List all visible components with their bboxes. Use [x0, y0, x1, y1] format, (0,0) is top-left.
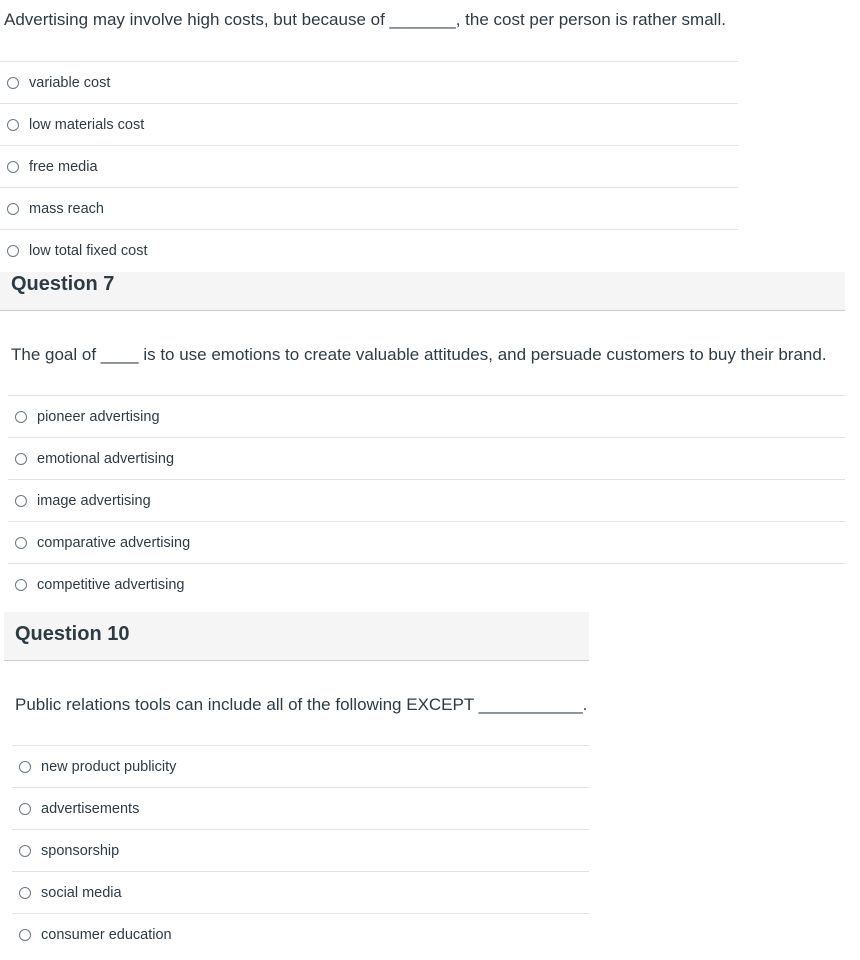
- radio-button[interactable]: [15, 537, 27, 549]
- radio-button[interactable]: [15, 579, 27, 591]
- question-prompt: Advertising may involve high costs, but because of _______, the cost per person is rather small.: [4, 10, 726, 29]
- radio-button[interactable]: [7, 77, 19, 89]
- radio-button[interactable]: [19, 845, 31, 857]
- radio-button[interactable]: [15, 495, 27, 507]
- question-prompt: The goal of ____ is to use emotions to create valuable attitudes, and persuade customers to buy their brand.: [11, 345, 827, 364]
- answer-option[interactable]: [12, 787, 589, 829]
- answer-label: pioneer advertising: [37, 408, 160, 425]
- question-header: [0, 272, 845, 311]
- answer-label: image advertising: [37, 492, 151, 509]
- answer-label: sponsorship: [41, 842, 120, 859]
- answer-option[interactable]: [0, 229, 738, 271]
- radio-button[interactable]: [7, 203, 19, 215]
- question-prompt: Public relations tools can include all of the following EXCEPT ___________.: [15, 695, 588, 714]
- answer-option[interactable]: [8, 437, 845, 479]
- answer-label: low materials cost: [29, 116, 145, 133]
- answer-option[interactable]: [0, 145, 738, 187]
- answer-option[interactable]: [0, 103, 738, 145]
- question-title: Question 7: [11, 273, 115, 295]
- answer-option[interactable]: [8, 563, 845, 605]
- answer-label: new product publicity: [41, 758, 177, 775]
- answer-option[interactable]: [0, 187, 738, 229]
- answer-label: variable cost: [29, 74, 111, 91]
- answer-options: [8, 395, 845, 605]
- answer-options: [0, 61, 738, 271]
- answer-option[interactable]: [12, 913, 589, 955]
- answer-label: competitive advertising: [37, 576, 185, 593]
- answer-option[interactable]: [8, 395, 845, 437]
- radio-button[interactable]: [19, 887, 31, 899]
- answer-label: consumer education: [41, 926, 172, 943]
- answer-option[interactable]: [0, 61, 738, 103]
- answer-label: comparative advertising: [37, 534, 191, 551]
- answer-option[interactable]: [8, 479, 845, 521]
- answer-label: mass reach: [29, 200, 104, 217]
- radio-button[interactable]: [7, 161, 19, 173]
- radio-button[interactable]: [15, 411, 27, 423]
- radio-button[interactable]: [7, 245, 19, 257]
- radio-button[interactable]: [19, 929, 31, 941]
- question-title: Question 10: [15, 623, 130, 645]
- answer-label: advertisements: [41, 800, 140, 817]
- answer-label: social media: [41, 884, 122, 901]
- answer-label: emotional advertising: [37, 450, 175, 467]
- radio-button[interactable]: [19, 803, 31, 815]
- answer-option[interactable]: [12, 871, 589, 913]
- answer-option[interactable]: [12, 829, 589, 871]
- answer-option[interactable]: [12, 745, 589, 787]
- answer-option[interactable]: [8, 521, 845, 563]
- answer-label: free media: [29, 158, 98, 175]
- answer-options: [12, 745, 589, 955]
- radio-button[interactable]: [15, 453, 27, 465]
- radio-button[interactable]: [19, 761, 31, 773]
- radio-button[interactable]: [7, 119, 19, 131]
- answer-label: low total fixed cost: [29, 242, 148, 259]
